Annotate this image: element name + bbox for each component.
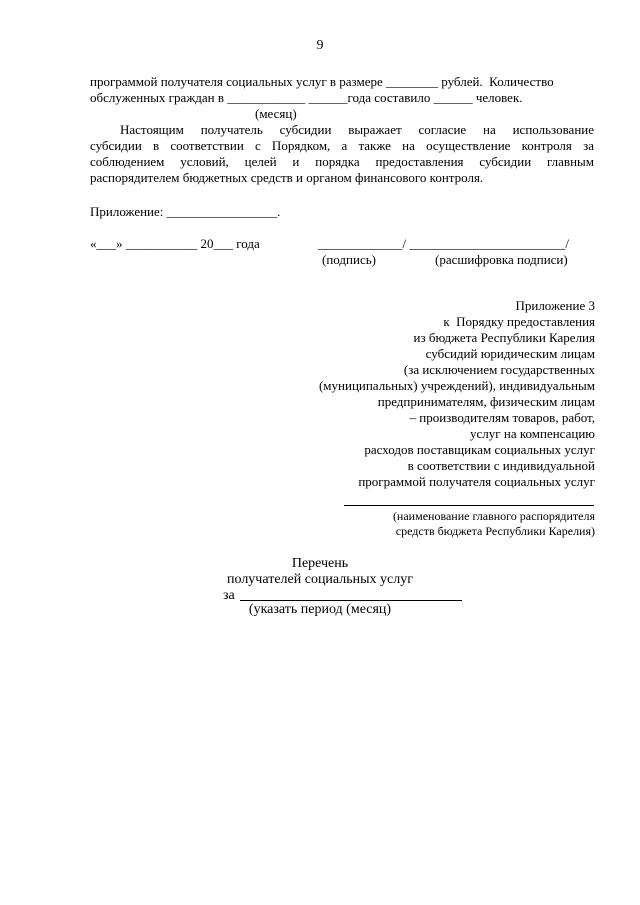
list-title: Перечень [291,556,349,571]
appendix-header-line: Приложение 3 [515,298,595,313]
attachment-line: Приложение: _________________. [90,204,281,219]
consent-line-1: Настоящим получатель субсидии выражает согласие на использование [120,122,594,137]
appendix-header-line: из бюджета Республики Карелия [413,330,595,345]
list-subtitle: получателей социальных услуг [227,572,413,587]
period-rule [240,600,462,601]
period-caption: (указать период (месяц) [248,602,392,617]
date-line: «___» ___________ 20___ года [90,236,260,251]
appendix-header-line: (муниципальных) учреждений), индивидуальным [318,378,595,393]
consent-line-4: распорядителем бюджетных средств и органом финансового контроля. [90,170,484,185]
appendix-header-line: предпринимателям, физическим лицам [377,394,595,409]
authority-name-rule [344,505,594,506]
authority-caption-line: средств бюджета Республики Карелия) [395,524,595,538]
decoding-caption: (расшифровка подписи) [435,252,568,267]
appendix-header-line: в соответствии с индивидуальной [407,458,595,473]
appendix-header-line: расходов поставщикам социальных услуг [364,442,595,457]
report-line-1: программой получателя социальных услуг в размере ________ рублей. Количество [90,74,554,89]
signature-line: _____________/ ________________________/ [318,236,569,251]
page-number: 9 [316,38,324,53]
consent-line-2: субсидии в соответствии с Порядком, а также на осуществление контроля за [90,138,594,153]
consent-line-3: соблюдением условий, целей и порядка предоставления субсидии главным [90,154,594,169]
report-line-2: обслуженных граждан в ____________ ______года составило ______ человек. [90,90,523,105]
appendix-header-line: – производителям товаров, работ, [409,410,595,425]
appendix-header-line: к Порядку предоставления [443,314,595,329]
month-caption: (месяц) [255,106,297,121]
appendix-header-line: услуг на компенсацию [470,426,595,441]
authority-caption-line: (наименование главного распорядителя [392,509,595,523]
appendix-header-line: субсидий юридическим лицам [425,346,595,361]
appendix-header-line: программой получателя социальных услуг [358,474,595,489]
appendix-header-line: (за исключением государственных [403,362,595,377]
signature-caption: (подпись) [322,252,376,267]
period-prefix: за [223,588,235,603]
